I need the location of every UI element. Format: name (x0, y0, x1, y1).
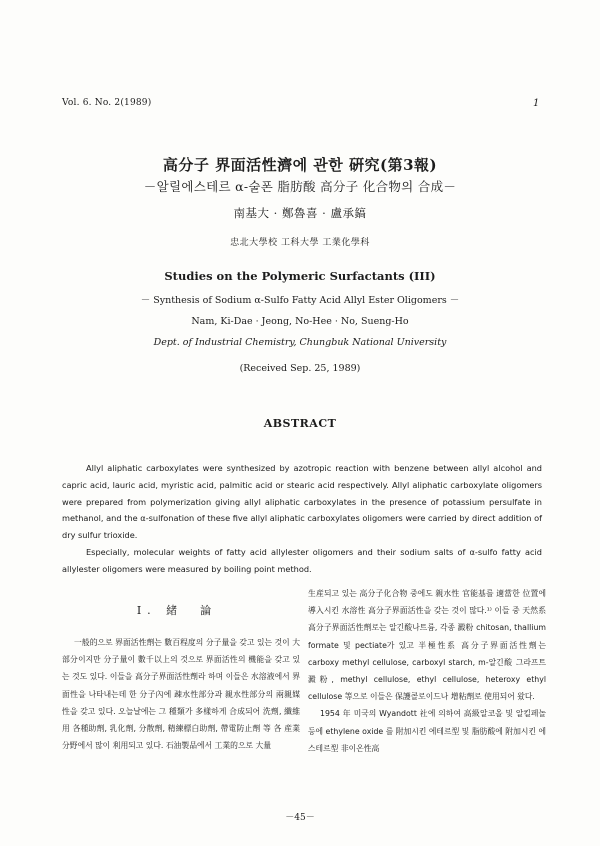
title-english: Studies on the Polymeric Surfactants (III) (164, 269, 436, 283)
abstract-body (62, 460, 542, 578)
received-date: (Received Sep. 25, 1989) (239, 363, 361, 374)
authors-korean: 南基大 · 鄭魯喜 · 盧承鎬 (233, 206, 367, 220)
page-number: －45－ (285, 813, 315, 823)
subtitle-english: － Synthesis of Sodium α-Sulfo Fatty Acid Allyl Ester Oligomers － (140, 295, 460, 306)
section-heading-introduction: I. 緒 論 (136, 604, 218, 617)
affiliation-korean: 忠北大學校 工科大學 工業化學科 (230, 238, 370, 248)
running-header-volume: Vol. 6. No. 2(1989) (62, 98, 152, 108)
body-paragraph: 1954 年 미국의 Wyandott 社에 의하여 高級알코올 및 알킬페놀등에 ethylene oxide 를 附加시킨 에테르型 및 脂肪酸에 附加시킨 에스테르型 非이온性高 (308, 709, 546, 753)
title-korean: 高分子 界面活性濟에 관한 硏究(第3報) (162, 156, 438, 174)
abstract-heading: ABSTRACT (263, 417, 337, 430)
body-column-left (62, 634, 300, 754)
authors-english: Nam, Ki-Dae · Jeong, No-Hee · No, Sueng-Ho (191, 316, 409, 327)
body-column-right (308, 585, 546, 757)
body-paragraph: 一般的으로 界面活性劑는 數百程度의 分子量을 갖고 있는 것이 大部分이지만 分子量이 數千以上의 것으로 界面活性의 機能을 갖고 있는 것도 있다. 이들을 高分子界面活性劑라 하며 이들은 水溶液에서 界面性을 나타내는데 한 分子內에 疎水性部分과 親水性部分의 兩親媒性을 갖고 있다. 오늘날에는 그 種類가 多樣하게 合成되어 洗劑, 纖維用 各種助劑, 乳化劑, 分散劑, 精練標白助劑, 帶電防止劑 等 各 産業分野에서 많이 利用되고 있다. 石油製品에서 工業的으로 大量 (62, 638, 300, 751)
affiliation-english: Dept. of Industrial Chemistry, Chungbuk National University (153, 337, 447, 348)
body-paragraph: 生産되고 있는 高分子化合物 중에도 親水性 官能基를 適當한 位置에 導入시킨 水溶性 高分子界面活性을 갖는 것이 많다.¹⁾ 이들 중 天然系 高分子界面活性劑로는 알긴酸나트륨, 각종 澱粉 chitosan, thallium formate 및 pectiate가 있고 半極性系 高分子界面活性劑는 carboxy methyl cellulose, carboxyl starch, m-알긴酸 그라프트澱粉, methyl cellulose, ethyl cellulose, heteroxy ethyl cellulose 等으로 이들은 保護콜로이드나 增粘劑로 使用되어 왔다. (308, 589, 546, 702)
subtitle-korean: －알릴에스테르 α-술폰 脂肪酸 高分子 化合物의 合成－ (143, 179, 457, 194)
abstract-paragraph-2: Especially, molecular weights of fatty acid allylester oligomers and their sodium salts of α-sulfo fatty acid allylester oligomers were measured by boiling point method. (62, 546, 542, 574)
abstract-paragraph-1: Allyl aliphatic carboxylates were synthesized by azotropic reaction with benzene between allyl alcohol and capric acid, lauric acid, myristic acid, palmitic acid or stearic acid respectively. Allyl aliphatic carboxylate oligomers were prepared from polymerization giving allyl aliphatic carboxylates in the presence of potassium persulfate in methanol, and the α-sulfonation of these five allyl aliphatic carboxylates oligomers were carried by direct addition of dry sulfur trioxide. (62, 463, 542, 541)
running-header-page: 1 (533, 98, 540, 109)
